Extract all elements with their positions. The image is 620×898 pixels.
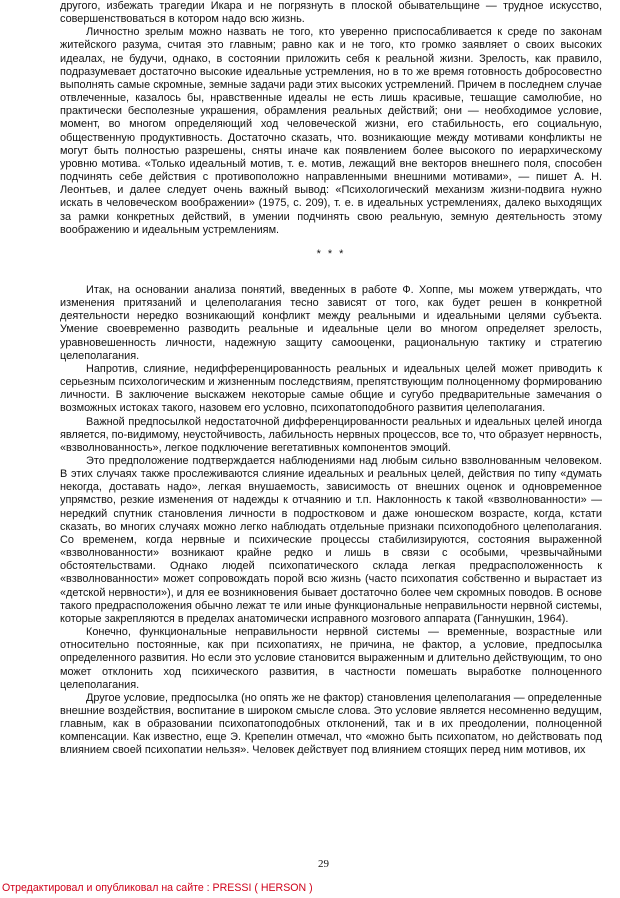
paragraph: Другое условие, предпосылка (но опять же не фактор) становления целеполагания — определенные внешние воздействия, воспитание в широком смысле слова. Это условие является несомненно ведущим, главным, как в образовании психопатоподобных отклонений, так и в их преодолении, полноценной компенсации. Как известно, еще Э. Крепелин отмечал, что «можно быть психопатом, но действовать под влиянием своей психопатии нельзя». Человек действует под влиянием стоящих перед ним мотивов, их (60, 691, 602, 757)
section-separator: * * * (316, 247, 346, 260)
text-block-top (60, 0, 602, 237)
paragraph: Личностно зрелым можно назвать не того, кто уверенно приспосабливается к среде по законам житейского разума, считая это главным; равно как и не того, кто громко заявляет о своих высоких идеалах, не будучи, однако, в состоянии приложить себя к реальной жизни. Зрелость, как правило, подразумевает достаточно высокие идеальные устремления, но в то же время готовность добросовестно выполнять самые скромные, земные задачи ради этих высоких устремлений. Причем в последнем случае отвлеченные, казалось бы, нравственные идеалы не есть лишь красивые, тешащие самолюбие, но практически бесполезные украшения, обрамления реальных действий; они — необходимое условие, момент, во многом определяющий ход человеческой жизни, его стабильность, его социальную, общественную продуктивность. Достаточно сказать, что. возникающие между мотивами конфликты не могут быть полностью разрешены, сняты иначе как появлением более высокого по иерархическому уровню мотива. «Только идеальный мотив, т. е. мотив, лежащий вне векторов внешнего поля, способен подчинять себе действия с противоположно направленными внешними мотивами», — пишет А. Н. Леонтьев, и далее следует очень важный вывод: «Психологический механизм жизни-подвига нужно искать в человеческом воображении» (1975, с. 209), т. е. в идеальных устремлениях, далеко выходящих за рамки конкретных действий, в умении подчинять свою реальную, земную деятельность этому воображению и идеальным устремлениям. (60, 26, 602, 236)
paragraph: другого, избежать трагедии Икара и не погрязнуть в плоской обывательщине — трудное искусство, совершенствоваться в котором надо всю жизнь. (60, 0, 602, 26)
publisher-credit: Отредактировал и опубликовал на сайте : PRESSI ( HERSON ) (2, 882, 313, 894)
paragraph: Важной предпосылкой недостаточной дифференцированности реальных и идеальных целей иногда является, по-видимому, неустойчивость, лабильность нервных процессов, все то, что образует нервность, «взволнованность», легкое подключение вегетативных компонентов эмоций. (60, 415, 602, 454)
paragraph: Это предположение подтверждается наблюдениями над любым сильно взволнованным человеком. В этих случаях также прослеживаются слияние идеальных и реальных целей, действия по типу «думать некогда, доставать надо», легкая внушаемость, зависимость от внешних оценок и одновременное упрямство, резкие изменения от надежды к отчаянию и т.п. Наклонность к такой «взволнованности» — нередкий спутник становления личности в подростковом и даже юношеском возрасте, когда, кстати сказать, во многих случаях можно легко наблюдать отдельные признаки психоподобного целеполагания. Со временем, когда нервные и психические процессы стабилизируются, состояния выраженной «взволнованности» возникают крайне редко и лишь в связи с особыми, чрезвычайными обстоятельствами. Однако людей психопатического склада легкая предрасположенность к «взволнованности» может сопровождать порой всю жизнь (часто психопатия собственно и вырастает из «детской нервности»), и для ее возникновения бывает достаточно более чем скромных поводов. В основе такого предрасположения обычно лежат те или иные функциональные неправильности нервной системы, которые закрепляются в пределах анатомически исправного мозгового аппарата (Ганнушкин, 1964). (60, 455, 602, 625)
text-block-bottom (60, 284, 602, 758)
page-number: 29 (318, 858, 329, 870)
paragraph: Напротив, слияние, недифференцированность реальных и идеальных целей может приводить к серьезным психологическим и жизненным последствиям, препятствующим полноценному формированию личности. В заключение выскажем некоторые самые общие и сугубо предварительные замечания о возможных истоках такого, назовем его условно, психопатоподобного развития целеполагания. (60, 362, 602, 415)
paragraph: Конечно, функциональные неправильности нервной системы — временные, возрастные или относительно постоянные, как при психопатиях, не причина, не фактор, а условие, предпосылка определенного развития. Но если это условие становится выраженным и длительно действующим, то оно может отклонить ход психического развития, в частности помешать выработке полноценного целеполагания. (60, 626, 602, 691)
paragraph: Итак, на основании анализа понятий, введенных в работе Ф. Хоппе, мы можем утверждать, что изменения притязаний и целеполагания тесно зависят от того, как будет решен в конкретной деятельности нередко возникающий конфликт между реальными и идеальными целями субъекта. Умение своевременно разводить реальные и идеальные цели во многом определяет зрелость, уравновешенность личности, надежную защиту самооценки, рациональную тактику и стратегию целеполагания. (60, 283, 602, 362)
